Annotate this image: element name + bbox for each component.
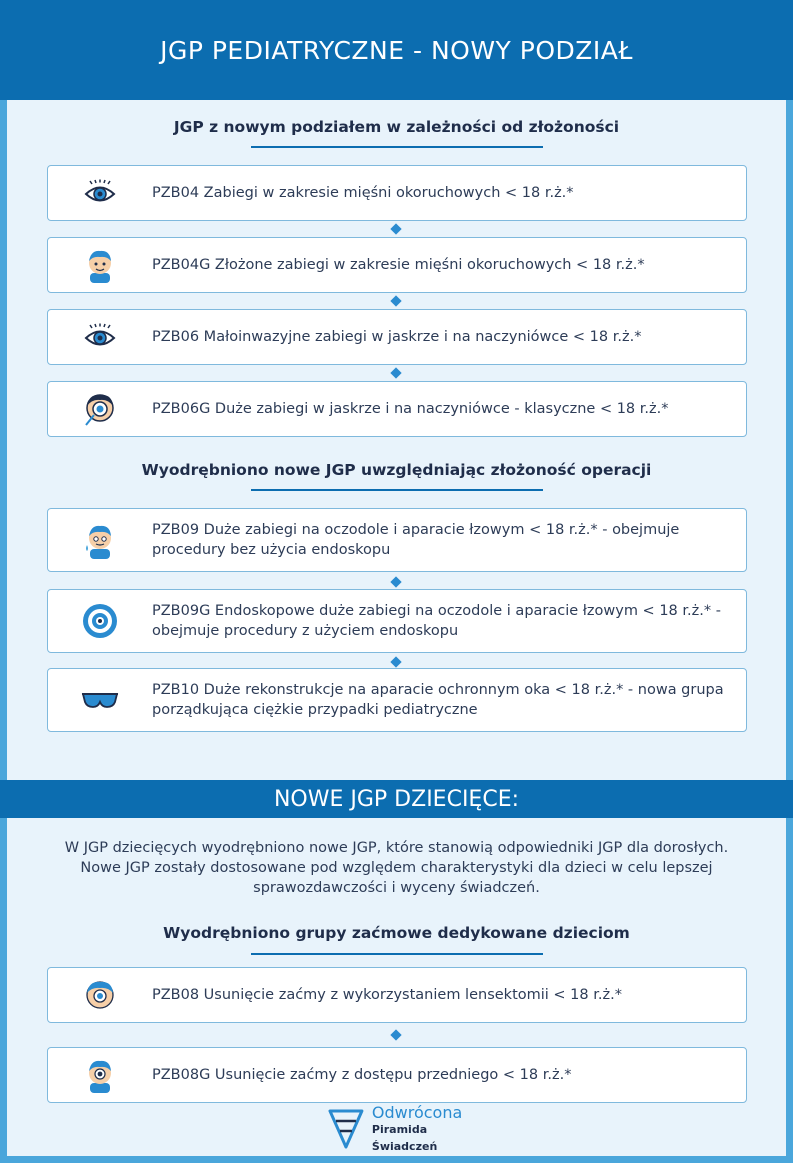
section3-intro [60, 838, 733, 898]
item-text: PZB04 Zabiegi w zakresie mięśni okoruchowych < 18 r.ż.* [152, 185, 574, 201]
eye-icon [83, 323, 117, 351]
eye-icon [83, 179, 117, 207]
item-text: PZB09 Duże zabiegi na oczodole i aparacie łzowym < 18 r.ż.* - obejmuje procedury bez użycia endoskopu [152, 522, 680, 558]
list-item [47, 668, 747, 732]
list-item [47, 508, 747, 572]
item-text: PZB08G Usunięcie zaćmy z dostępu przedniego < 18 r.ż.* [152, 1067, 572, 1083]
item-text: PZB09G Endoskopowe duże zabiegi na oczodole i aparacie łzowym < 18 r.ż.* - obejmuje procedury z użyciem endoskopu [152, 603, 721, 639]
brand-logo [326, 1102, 496, 1153]
list-item [47, 165, 747, 221]
item-text: PZB06 Małoinwazyjne zabiegi w jaskrze i na naczyniówce < 18 r.ż.* [152, 329, 642, 345]
section3-banner [0, 780, 793, 818]
list-item [47, 967, 747, 1023]
child-eye-icon [83, 1057, 117, 1093]
page-title: JGP PEDIATRYCZNE - NOWY PODZIAŁ [160, 35, 633, 65]
list-item [47, 381, 747, 437]
item-text: PZB04G Złożone zabiegi w zakresie mięśni okoruchowych < 18 r.ż.* [152, 257, 645, 273]
list-item [47, 309, 747, 365]
child-lens-icon [83, 978, 117, 1012]
intro-line: W JGP dziecięcych wyodrębniono nowe JGP, które stanowią odpowiedniki JGP dla dorosłych. [64, 840, 729, 856]
section1-underline [251, 146, 543, 148]
child-tear-icon [82, 521, 118, 559]
list-item [47, 589, 747, 653]
header-banner [0, 0, 793, 100]
goggles-icon [81, 690, 119, 710]
section1-title: JGP z nowym podziałem w zależności od złożoności [173, 118, 620, 136]
brand-name: Odwrócona [371, 1102, 463, 1122]
intro-line: sprawozdawczości i wyceny świadczeń. [253, 880, 540, 896]
section2-title: Wyodrębniono nowe JGP uwzględniając złożoność operacji [141, 461, 652, 479]
child-eye-exam-icon [82, 391, 118, 427]
section3-banner-title: NOWE JGP DZIECIĘCE: [273, 786, 520, 812]
item-text: PZB06G Duże zabiegi w jaskrze i na naczyniówce - klasyczne < 18 r.ż.* [152, 401, 669, 417]
intro-line: Nowe JGP zostały dostosowane pod względem charakterystyki dla dzieci w celu lepszej [80, 860, 713, 876]
target-eye-icon [82, 603, 118, 639]
child-face-icon [83, 247, 117, 283]
item-text: PZB08 Usunięcie zaćmy z wykorzystaniem lensektomii < 18 r.ż.* [152, 987, 622, 1003]
brand-subtitle: Piramida Świadczeń [371, 1122, 438, 1153]
section3-title: Wyodrębniono grupy zaćmowe dedykowane dzieciom [163, 924, 630, 942]
section2-underline [251, 489, 543, 491]
list-item [47, 237, 747, 293]
item-text: PZB10 Duże rekonstrukcje na aparacie ochronnym oka < 18 r.ż.* - nowa grupa porządkująca ciężkie przypadki pediatryczne [152, 682, 724, 718]
pyramid-logo-icon [326, 1107, 366, 1151]
list-item [47, 1047, 747, 1103]
section3-underline [251, 953, 543, 955]
